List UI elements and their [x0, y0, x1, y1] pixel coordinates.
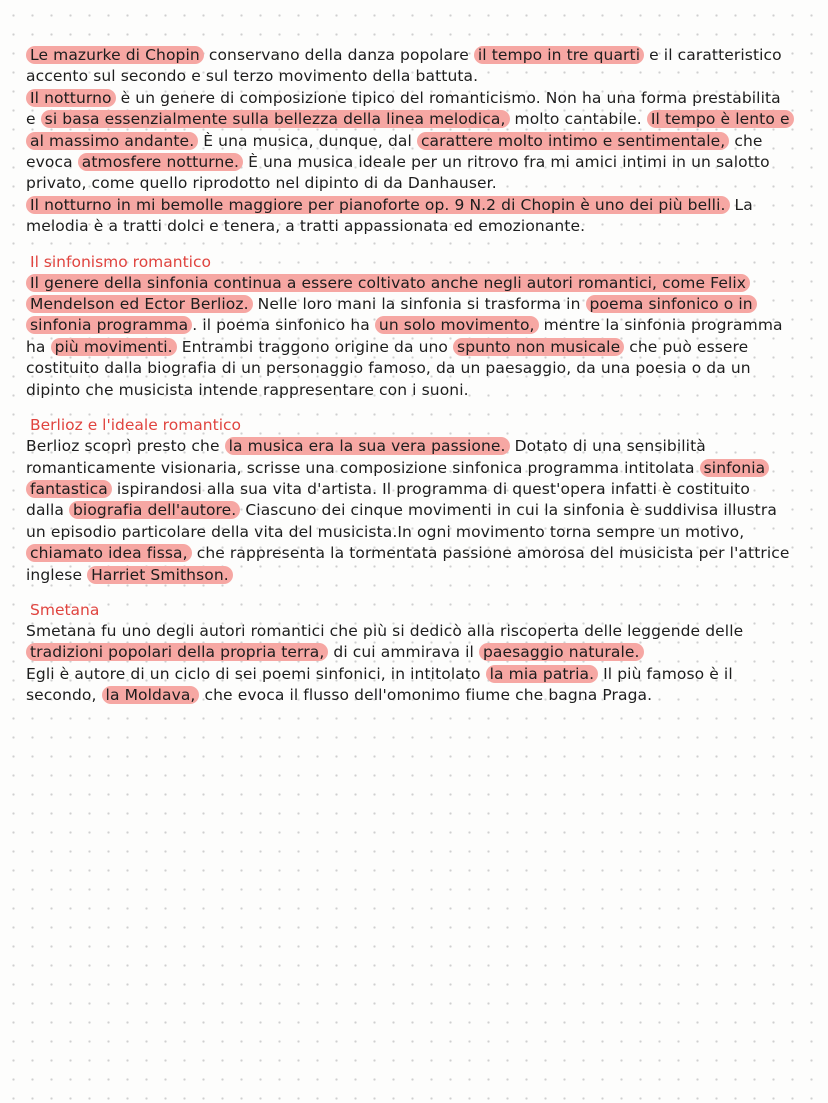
body-text: Egli è autore di un ciclo di sei poemi sinfonici, in intitolato: [26, 664, 486, 683]
paragraph: [26, 621, 792, 664]
highlighted-text: spunto non musicale: [453, 338, 624, 356]
paragraph: [26, 436, 792, 586]
body-text: che rappresenta la tormentata passione amorosa del musicista per l'attrice inglese: [26, 544, 790, 584]
body-text: e il caratteristico accento sul secondo e sul terzo movimento della battuta.: [26, 46, 782, 86]
body-text: . il poema sinfonico ha: [192, 316, 375, 335]
body-text: Ciascuno dei cinque movimenti in cui la sinfonia è suddivisa illustra un episodio particolare della vita del musicista.In ogni movimento torna sempre un motivo,: [26, 501, 777, 541]
highlighted-text: un solo movimento,: [375, 316, 539, 334]
section-smetana: [26, 600, 792, 707]
highlighted-text: la musica era la sua vera passione.: [225, 437, 510, 455]
body-text: È una musica, dunque, dal: [198, 131, 417, 150]
body-text: è un genere di composizione tipico del romanticismo. Non ha una forma prestabilita e: [26, 88, 781, 129]
highlighted-text: sinfonia fantastica: [26, 459, 769, 498]
highlighted-text: biografia dell'autore.: [69, 501, 240, 519]
paragraph: [26, 273, 792, 401]
highlighted-text: carattere molto intimo e sentimentale,: [417, 132, 729, 150]
body-text: Smetana fu uno degli autori romantici che più si dedicò alla riscoperta delle leggende delle: [26, 621, 744, 640]
paragraph: [26, 664, 792, 707]
highlighted-text: Il notturno: [26, 89, 116, 107]
body-text: che può essere costituito dalla biografia di un personaggio famoso, da un paesaggio, da una poesia o da un dipinto che musicista intende rappresentare con i suoni.: [26, 337, 751, 399]
section-chopin: [26, 45, 792, 238]
body-text: È una musica ideale per un ritrovo fra mi amici intimi in un salotto privato, come quello riprodotto nel dipinto di da Danhauser.: [26, 153, 770, 193]
highlighted-text: Il genere della sinfonia continua a essere coltivato anche negli autori romantici, come Felix Mendelson ed Ector Berlioz.: [26, 274, 750, 313]
highlighted-text: tradizioni popolari della propria terra,: [26, 643, 328, 661]
body-text: di cui ammirava il: [328, 643, 479, 662]
body-text: che evoca: [26, 131, 763, 172]
body-text: molto cantabile.: [509, 110, 647, 129]
highlighted-text: la Moldava,: [102, 686, 200, 704]
highlighted-text: la mia patria.: [486, 665, 598, 683]
section-berlioz: [26, 415, 792, 586]
body-text: Berlioz scoprì presto che: [26, 437, 225, 456]
paragraph: [26, 195, 792, 238]
highlighted-text: atmosfere notturne.: [78, 153, 243, 171]
section-title: Il sinfonismo romantico: [30, 252, 211, 271]
body-text: ispirandosi alla sua vita d'artista. Il programma di quest'opera infatti è costituito dalla: [26, 479, 750, 520]
body-text: Nelle loro mani la sinfonia si trasforma in: [252, 295, 586, 314]
highlighted-text: Il notturno in mi bemolle maggiore per pianoforte op. 9 N.2 di Chopin è uno dei più belli.: [26, 196, 730, 214]
highlighted-text: si basa essenzialmente sulla bellezza della linea melodica,: [41, 110, 510, 128]
highlighted-text: chiamato idea fissa,: [26, 544, 192, 562]
section-title: Smetana: [30, 600, 100, 619]
body-text: Entrambi traggono origine da uno: [176, 337, 454, 356]
highlighted-text: il tempo in tre quarti: [474, 46, 644, 64]
body-text: Il più famoso è il secondo,: [26, 664, 733, 705]
body-text: La melodia è a tratti dolci e tenera, a tratti appassionata ed emozionante.: [26, 195, 753, 236]
body-text: mentre la sinfonia programma ha: [26, 316, 783, 356]
paragraph: [26, 88, 792, 195]
paragraph: [26, 45, 792, 88]
highlighted-text: paesaggio naturale.: [479, 643, 644, 661]
highlighted-text: Il tempo è lento e al massimo andante.: [26, 110, 794, 149]
highlighted-text: Le mazurke di Chopin: [26, 46, 204, 64]
highlighted-text: Harriet Smithson.: [87, 566, 233, 584]
body-text: Dotato di una sensibilità romanticamente visionaria, scrisse una composizione sinfonica programma intitolata: [26, 437, 706, 477]
section-title: Berlioz e l'ideale romantico: [30, 416, 242, 435]
body-text: conservano della danza popolare: [203, 46, 474, 64]
highlighted-text: poema sinfonico o in sinfonia programma: [26, 295, 757, 334]
highlighted-text: più movimenti.: [51, 338, 177, 356]
section-sinfonismo: [26, 252, 792, 401]
body-text: che evoca il flusso dell'omonimo fiume che bagna Praga.: [199, 686, 653, 705]
